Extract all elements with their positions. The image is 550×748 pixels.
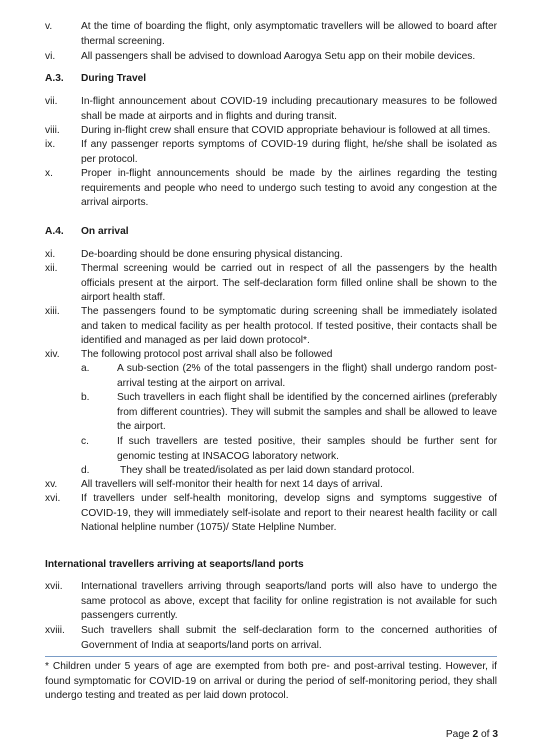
item-number: xii. [45, 263, 58, 274]
subitem-letter: a. [81, 363, 90, 374]
item-text: During in-flight crew shall ensure that COVID appropriate behaviour is followed at all times. [81, 125, 491, 136]
item-number: xviii. [45, 625, 65, 636]
item-number: ix. [45, 139, 56, 150]
item-number: xiii. [45, 306, 60, 317]
item-text: Proper in-flight announcements should be made by the airlines regarding the testing requirements and people who need to undergo such testing to avoid any congestion at the arrival airports. [81, 168, 497, 208]
item-number: xvi. [45, 493, 61, 504]
subitem-letter: b. [81, 392, 90, 403]
item-text: De-boarding should be done ensuring physical distancing. [81, 249, 343, 260]
item-text: International travellers arriving through seaports/land ports will also have to undergo the same protocol as above, except that facility for online registration is not available for such passengers currently. [81, 581, 497, 621]
section-title: On arrival [81, 226, 129, 237]
item-number: vi. [45, 51, 56, 62]
subitem-letter: c. [81, 436, 89, 447]
item-number: xiv. [45, 349, 60, 360]
item-text: The passengers found to be symptomatic during screening shall be immediately isolated and taken to medical facility as per health protocol. If tested positive, their contacts shall be identified and managed as per laid down protocol*. [81, 306, 497, 346]
footnote-divider [45, 656, 497, 657]
section-title: During Travel [81, 73, 147, 84]
page-sep: of [478, 729, 493, 740]
section-title: International travellers arriving at seaports/land ports [45, 559, 304, 570]
footnote: * Children under 5 years of age are exempted from both pre- and post-arrival testing. However, if found symptomatic for COVID-19 on arrival or during the period of self-monitoring period, they shall undergo testing and treated as per laid down protocol. [45, 661, 497, 701]
item-text: In-flight announcement about COVID-19 including precautionary measures to be followed shall be made at airports and in flights and during transit. [81, 96, 497, 122]
item-number: xi. [45, 249, 56, 260]
page-total: 3 [492, 729, 498, 740]
item-text: All travellers will self-monitor their health for next 14 days of arrival. [81, 479, 383, 490]
item-number: xv. [45, 479, 58, 490]
subitem-text: If such travellers are tested positive, their samples should be further sent for genomic testing at INSACOG laboratory network. [117, 436, 497, 462]
section-number: A.3. [45, 73, 64, 84]
item-number: xvii. [45, 581, 63, 592]
subitem-text: Such travellers in each flight shall be identified by the concerned airlines (preferably from different countries). They will submit the samples and shall be allowed to leave the airport. [117, 392, 497, 432]
subitem-letter: d. [81, 465, 90, 476]
item-text: Such travellers shall submit the self-declaration form to the concerned authorities of Government of India at seaports/land ports on arrival. [81, 625, 497, 651]
item-text: If any passenger reports symptoms of COVID-19 during flight, he/she shall be isolated as per protocol. [81, 139, 497, 165]
subitem-text: They shall be treated/isolated as per laid down standard protocol. [120, 465, 415, 476]
item-text: All passengers shall be advised to download Aarogya Setu app on their mobile devices. [81, 51, 476, 62]
item-text: The following protocol post arrival shall also be followed [81, 349, 333, 360]
item-text: Thermal screening would be carried out in respect of all the passengers by the health officials present at the airport. The self-declaration form filled online shall be shown to the airport health staff. [81, 263, 497, 303]
item-number: x. [45, 168, 53, 179]
item-text: At the time of boarding the flight, only asymptomatic travellers will be allowed to board after thermal screening. [81, 21, 497, 47]
page-current: 2 [472, 729, 479, 740]
item-number: vii. [45, 96, 58, 107]
item-number: v. [45, 21, 53, 32]
subitem-text: A sub-section (2% of the total passengers in the flight) shall undergo random post-arrival testing at the airport on arrival. [117, 363, 497, 389]
item-text: If travellers under self-health monitoring, develop signs and symptoms suggestive of COVID-19, they will immediately self-isolate and report to their nearest health facility or call National helpline number (1075)/ State Helpline Number. [81, 493, 497, 533]
page-number [446, 728, 498, 742]
item-number: viii. [45, 125, 60, 136]
page-prefix: Page [445, 729, 473, 740]
section-number: A.4. [45, 226, 64, 237]
